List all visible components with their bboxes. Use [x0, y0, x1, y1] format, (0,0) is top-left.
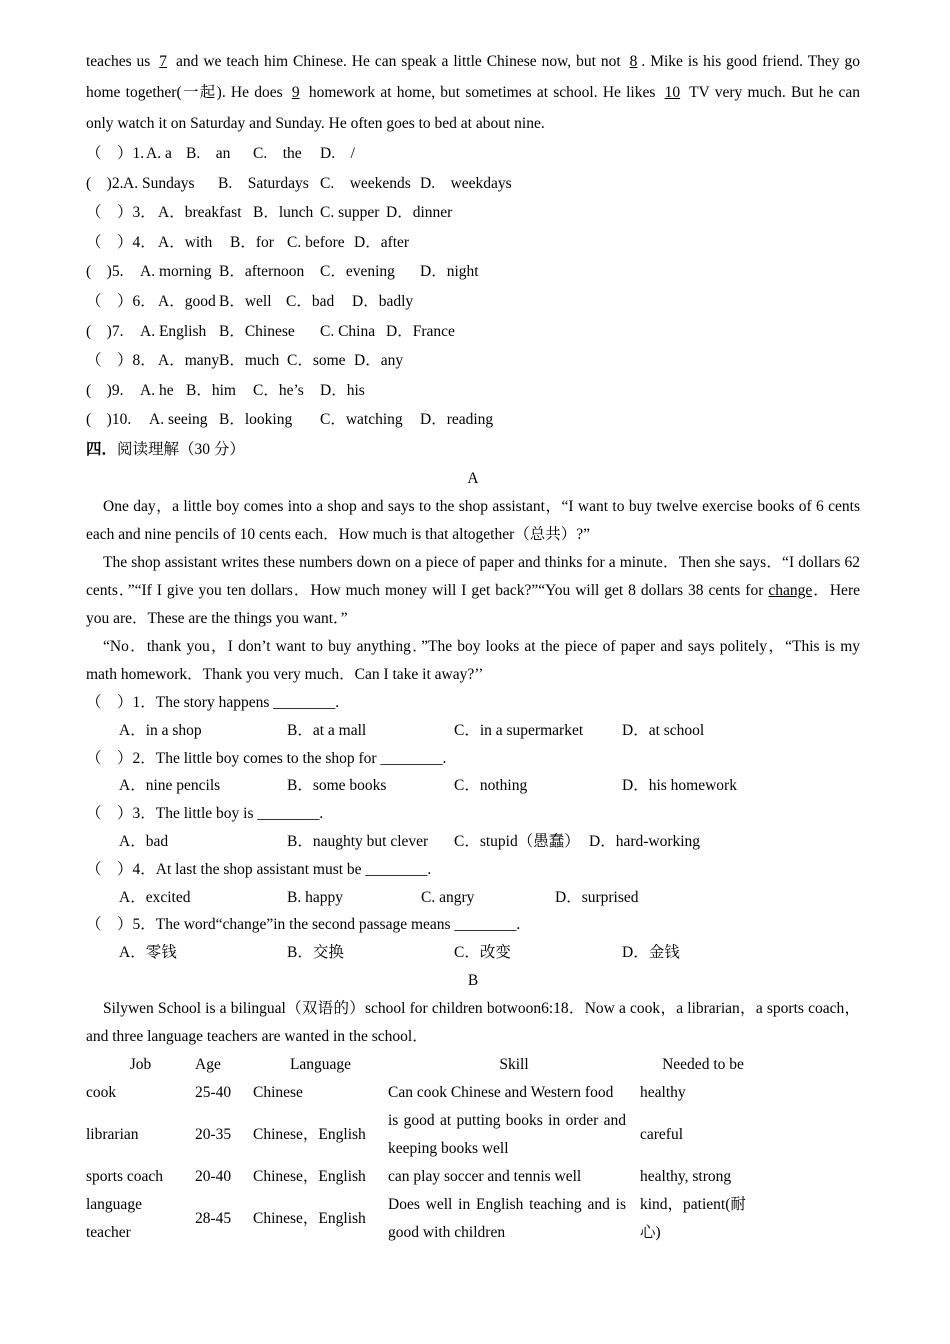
cloze-question	[86, 228, 860, 258]
question-stem-text: （ ）5．The word“change”in the second passage means ________.	[86, 916, 521, 934]
question-stem-text: （ ）2．The little boy comes to the shop for ________.	[86, 749, 447, 767]
option-d: D．after	[354, 233, 410, 251]
option-d: D．at school	[622, 721, 705, 739]
question-stem	[86, 856, 860, 884]
option-c: C．nothing	[454, 777, 528, 795]
option-b: B．afternoon	[219, 263, 305, 281]
cell-language: Chinese	[253, 1083, 303, 1101]
option-b: B. an	[186, 145, 231, 162]
passage-b-intro: Silywen School is a bilingual（双语的）school for children botwoon6:18．Now a cook，a librarian，a sports coach，and three language teachers are wanted in the school．	[86, 999, 860, 1045]
question-options	[86, 939, 860, 967]
option-a: A. English	[140, 322, 207, 340]
option-c: C. angry	[421, 888, 475, 906]
question-stem-text: （ ）3．The little boy is ________.	[86, 805, 324, 823]
option-a: A．零钱	[119, 944, 177, 962]
cell-age: 20-40	[195, 1167, 232, 1185]
passage-a-label: A	[467, 469, 479, 487]
table-row	[86, 1191, 766, 1247]
option-b: B．naughty but clever	[287, 832, 429, 850]
section-heading	[86, 435, 860, 465]
table-row	[86, 1163, 766, 1191]
table-row	[86, 1079, 766, 1107]
cloze-question	[86, 287, 860, 317]
option-a: A. he	[140, 381, 174, 399]
option-c: C．evening	[320, 263, 395, 281]
option-b: B．him	[186, 381, 236, 399]
option-c: C. the	[253, 145, 302, 162]
question-stem	[86, 800, 860, 828]
cell-job: cook	[86, 1083, 117, 1101]
question-options	[86, 717, 860, 745]
question-stem	[86, 911, 860, 939]
cell-age: 25-40	[195, 1083, 232, 1101]
cell-job: language teacher	[86, 1195, 142, 1241]
table-row	[86, 1107, 766, 1163]
option-c: C. supper	[320, 204, 380, 222]
option-c: C. China	[320, 322, 376, 340]
cloze-text: They go home together(一起). He does	[86, 53, 860, 101]
paragraph-text: ．Here you are．These are the things you want．”	[86, 581, 860, 627]
cloze-text: TV very	[684, 84, 743, 101]
cloze-questions	[86, 139, 860, 435]
cell-language: Chinese，English	[253, 1125, 366, 1143]
passage-a-paragraph	[86, 549, 860, 633]
option-a: A. seeing	[149, 411, 208, 429]
option-b: B．well	[219, 292, 272, 310]
cloze-question	[86, 198, 860, 228]
question-stem	[86, 689, 860, 717]
option-b: B．much	[219, 352, 280, 370]
option-c: C．some	[287, 352, 346, 370]
question-stem	[86, 745, 860, 773]
option-d: D．dinner	[386, 204, 453, 222]
cell-age: 28-45	[195, 1209, 232, 1227]
option-d: D．reading	[420, 411, 494, 429]
header-language: Language	[289, 1055, 352, 1073]
exam-page	[86, 46, 860, 1247]
cloze-question	[86, 405, 860, 435]
option-b: B．交换	[287, 944, 344, 962]
option-c: C．改变	[454, 944, 511, 962]
option-b: B．some books	[287, 777, 387, 795]
section-title: 阅读理解（30 分）	[117, 440, 245, 458]
underlined-word: change	[768, 581, 813, 599]
cloze-text: . Mike is his good friend.	[641, 53, 804, 70]
question-number: （ ）4．	[86, 233, 156, 251]
table-header-row	[86, 1051, 766, 1079]
cell-job: sports coach	[86, 1167, 164, 1185]
option-a: A. Sundays	[123, 174, 195, 192]
option-d: D．France	[386, 322, 455, 340]
cell-skill: Can cook Chinese and Western food	[388, 1083, 614, 1101]
cloze-question	[86, 346, 860, 376]
jobs-table	[86, 1051, 766, 1247]
header-job: Job	[129, 1055, 152, 1073]
question-options	[86, 828, 860, 856]
cloze-question	[86, 257, 860, 287]
cell-age: 20-35	[195, 1125, 232, 1143]
reading-questions-a	[86, 689, 860, 967]
question-number: （ ）3．	[86, 204, 156, 222]
option-a: A．in a shop	[119, 721, 202, 739]
option-c: C．bad	[286, 292, 335, 310]
option-b: B．Chinese	[219, 322, 295, 340]
option-c: C．in a supermarket	[454, 721, 584, 739]
passage-b-label: B	[467, 971, 479, 989]
option-a: A．good	[158, 292, 216, 310]
cloze-question	[86, 317, 860, 347]
blank-7: 7	[159, 53, 168, 70]
question-stem-text: （ ）1．The story happens ________.	[86, 693, 340, 711]
paragraph-text: The shop assistant writes these numbers down on a piece of paper and thinks for a minute．Then she says．“I dollars 62 cents．”“If I give you ten dollars．How much money will I get back?”“You will get 8 dollars 38 cents for	[86, 553, 860, 599]
question-number: ( )7.	[86, 322, 124, 340]
passage-a-paragraph: One day，a little boy comes into a shop and says to the shop assistant，“I want to buy twelve exercise books of 6 cents each and nine pencils of 10 cents each．How much is that altogether（总共）?”	[86, 497, 860, 543]
blank-8: 8	[629, 53, 638, 70]
question-number: （ ）1.	[86, 145, 145, 162]
cloze-question	[86, 139, 860, 169]
cell-needed: careful	[640, 1125, 684, 1143]
question-number: ( )5.	[86, 263, 124, 281]
option-a: A．breakfast	[158, 204, 242, 222]
cell-needed: healthy, strong	[640, 1167, 732, 1185]
cell-needed: kind，patient(耐心)	[640, 1195, 746, 1241]
blank-9: 9	[291, 84, 300, 101]
option-a: A．nine pencils	[119, 777, 221, 795]
cloze-text: teaches us	[86, 53, 156, 70]
header-age: Age	[195, 1055, 221, 1073]
option-d: D．any	[354, 352, 404, 370]
option-c: C．stupid（愚蠢）	[454, 832, 580, 850]
option-a: A．excited	[119, 888, 191, 906]
option-b: B．at a mall	[287, 721, 367, 739]
option-a: A. a	[146, 145, 172, 162]
question-stem-text: （ ）4．At last the shop assistant must be ________.	[86, 860, 432, 878]
cell-needed: healthy	[640, 1083, 686, 1101]
header-skill: Skill	[499, 1055, 529, 1073]
passage-a-paragraph: “No．thank you，I don’t want to buy anything．”The boy looks at the piece of paper and says politely，“This is my math homework．Thank you very much．Can I take it away?’’	[86, 637, 860, 683]
cloze-question	[86, 376, 860, 406]
option-b: B. Saturdays	[218, 174, 309, 192]
option-a: A．with	[158, 233, 213, 251]
option-d: D. /	[320, 145, 355, 162]
cloze-text: much. But he can only watch it on Saturday and Sunday. He often goes to bed at about nine.	[86, 84, 860, 132]
option-a: A. morning	[140, 263, 212, 281]
cell-language: Chinese，English	[253, 1167, 366, 1185]
question-number: （ ）6．	[86, 292, 156, 310]
option-d: D．his homework	[622, 777, 737, 795]
option-a: A．bad	[119, 832, 169, 850]
option-a: A．many	[158, 352, 220, 370]
cell-skill: can play soccer and tennis well	[388, 1167, 582, 1185]
cloze-text: and we teach him Chinese. He can speak a little Chinese now, but not	[171, 53, 626, 70]
option-c: C. before	[287, 233, 345, 251]
option-d: D．surprised	[555, 888, 639, 906]
cloze-passage	[86, 46, 860, 139]
option-d: D．his	[320, 381, 365, 399]
option-c: C．he’s	[253, 381, 304, 399]
option-b: B．looking	[219, 411, 293, 429]
option-d: D．night	[420, 263, 479, 281]
option-b: B．lunch	[253, 204, 314, 222]
question-number: ( )10.	[86, 411, 132, 429]
question-number: ( )2.	[86, 174, 124, 192]
cell-language: Chinese，English	[253, 1209, 366, 1227]
cloze-text: homework at home, but sometimes at school. He likes	[303, 84, 661, 101]
option-b: B. happy	[287, 888, 343, 906]
question-options	[86, 884, 860, 912]
cell-skill: Does well in English teaching and is good with children	[388, 1195, 626, 1241]
option-d: D．badly	[352, 292, 414, 310]
option-c: C．watching	[320, 411, 403, 429]
option-b: B．for	[230, 233, 274, 251]
section-number: 四．	[86, 440, 118, 458]
question-number: （ ）8．	[86, 352, 156, 370]
option-c: C. weekends	[320, 174, 411, 192]
question-number: ( )9.	[86, 381, 124, 399]
option-d: D．金钱	[622, 944, 680, 962]
option-d: D. weekdays	[420, 174, 512, 192]
header-needed: Needed to be	[662, 1055, 744, 1073]
cloze-question	[86, 169, 860, 199]
question-options	[86, 772, 860, 800]
cell-job: librarian	[86, 1125, 139, 1143]
option-d: D．hard-working	[589, 832, 701, 850]
cell-skill: is good at putting books in order and keeping books well	[388, 1111, 626, 1157]
blank-10: 10	[664, 84, 681, 101]
